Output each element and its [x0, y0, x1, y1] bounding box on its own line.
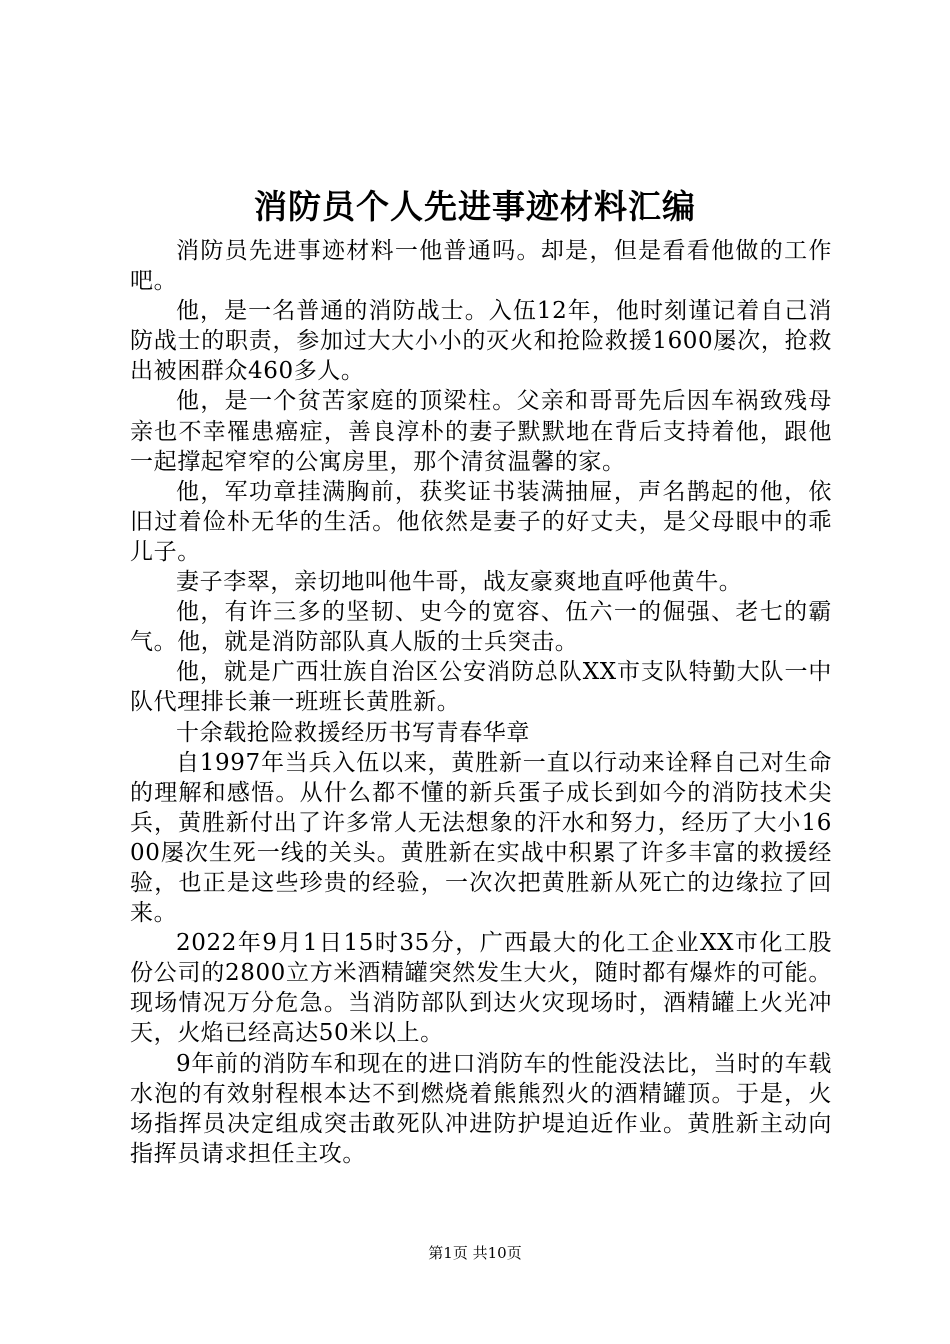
paragraph: 2022年9月1日15时35分，广西最大的化工企业XX市化工股份公司的2800立方米酒精罐突然发生大火，随时都有爆炸的可能。现场情况万分危急。当消防部队到达火灾现场时，酒精罐上火光冲天，火焰已经高达50米以上。 — [130, 930, 832, 1047]
paragraph: 他，有许三多的坚韧、史今的宽容、伍六一的倔强、老七的霸气。他，就是消防部队真人版的士兵突击。 — [130, 599, 832, 656]
paragraph: 他，就是广西壮族自治区公安消防总队XX市支队特勤大队一中队代理排长兼一班班长黄胜新。 — [130, 659, 832, 716]
section-heading: 十余载抢险救援经历书写青春华章 — [176, 719, 530, 746]
paragraph: 9年前的消防车和现在的进口消防车的性能没法比，当时的车载水泡的有效射程根本达不到燃烧着熊熊烈火的酒精罐顶。于是，火场指挥员决定组成突击敢死队冲进防护堤迫近作业。黄胜新主动向指挥员请求担任主攻。 — [130, 1050, 832, 1167]
paragraph: 他，军功章挂满胸前，获奖证书装满抽屉，声名鹊起的他，依旧过着俭朴无华的生活。他依然是妻子的好丈夫，是父母眼中的乖儿子。 — [130, 478, 832, 565]
page-number-footer: 第1页 共10页 — [428, 1244, 522, 1262]
paragraph: 他，是一个贫苦家庭的顶梁柱。父亲和哥哥先后因车祸致残母亲也不幸罹患癌症，善良淳朴的妻子默默地在背后支持着他，跟他一起撑起窄窄的公寓房里，那个清贫温馨的家。 — [130, 388, 832, 475]
document-title: 消防员个人先进事迹材料汇编 — [254, 187, 696, 226]
document-body — [130, 236, 832, 1169]
paragraph: 自1997年当兵入伍以来，黄胜新一直以行动来诠释自己对生命的理解和感悟。从什么都不懂的新兵蛋子成长到如今的消防技术尖兵，黄胜新付出了许多常人无法想象的汗水和努力，经历了大小1600屡次生死一线的关头。黄胜新在实战中积累了许多丰富的救援经验，也正是这些珍贵的经验，一次次把黄胜新从死亡的边缘拉了回来。 — [130, 749, 832, 927]
paragraph: 妻子李翠，亲切地叫他牛哥，战友豪爽地直呼他黄牛。 — [176, 569, 743, 596]
paragraph: 消防员先进事迹材料一他普通吗。却是，但是看看他做的工作吧。 — [130, 238, 832, 295]
paragraph: 他，是一名普通的消防战士。入伍12年，他时刻谨记着自己消防战士的职责，参加过大大小小的灭火和抢险救援1600屡次，抢救出被困群众460多人。 — [130, 298, 832, 385]
